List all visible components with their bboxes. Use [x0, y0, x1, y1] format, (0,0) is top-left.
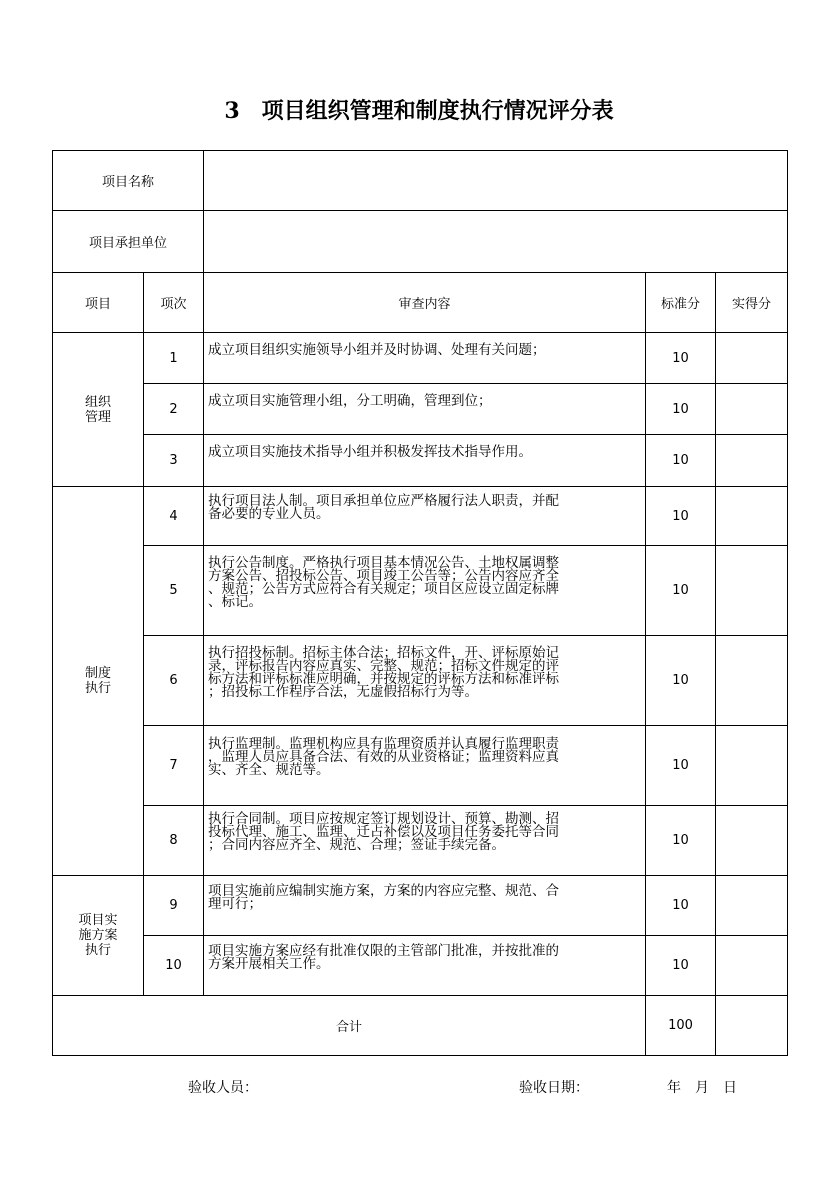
- actual-score-field[interactable]: [716, 636, 788, 726]
- table-row: [53, 546, 788, 636]
- review-content-text: 执行监理制。监理机构应具有监理资质并认真履行监理职责 ，监理人员应具备合法、有效的从业资格证；监理资料应真 实、齐全、规范等。: [208, 736, 560, 778]
- total-score: 100: [646, 996, 716, 1056]
- standard-score: 10: [646, 333, 716, 384]
- actual-score-field[interactable]: [716, 333, 788, 384]
- review-content: [204, 936, 646, 996]
- actual-score-field[interactable]: [716, 384, 788, 435]
- header-content: 审查内容: [204, 273, 646, 333]
- table-row: [53, 936, 788, 996]
- review-content-text: 项目实施前应编制实施方案，方案的内容应完整、规范、合 理可行；: [208, 882, 560, 912]
- review-content: [204, 546, 646, 636]
- table-row: [53, 726, 788, 806]
- row-number: 7: [144, 726, 204, 806]
- actual-score-field[interactable]: [716, 936, 788, 996]
- standard-score: 10: [646, 384, 716, 435]
- row-number: 10: [144, 936, 204, 996]
- project-name-field[interactable]: [204, 151, 788, 211]
- table-row: [53, 435, 788, 487]
- unit-field[interactable]: [204, 211, 788, 273]
- header-actual: 实得分: [716, 273, 788, 333]
- actual-score-field[interactable]: [716, 806, 788, 876]
- review-content-text: 执行招投标制。招标主体合法；招标文件，开、评标原始记 录，评标报告内容应真实、完整、规范；招标文件规定的评 标方法和评标标准应明确，并按规定的评标方法和标准评标 ；招投标工作程序合法，无虚假招标行为等。: [208, 644, 560, 700]
- page-title: 3 项目组织管理和制度执行情况评分表: [224, 98, 614, 124]
- score-table: [52, 150, 788, 1056]
- total-label: 合计: [53, 996, 646, 1056]
- group-name: 组织 管理: [53, 333, 144, 487]
- table-row: [53, 333, 788, 384]
- date-units: 年 月 日: [667, 1080, 737, 1096]
- standard-score: 10: [646, 936, 716, 996]
- header-item: 项目: [53, 273, 144, 333]
- actual-score-field[interactable]: [716, 876, 788, 936]
- review-content: [204, 636, 646, 726]
- review-content: [204, 384, 646, 435]
- project-name-label: 项目名称: [53, 151, 204, 211]
- row-number: 1: [144, 333, 204, 384]
- review-content-text: 项目实施方案应经有批准仅限的主管部门批准，并按批准的 方案开展相关工作。: [208, 942, 560, 972]
- standard-score: 10: [646, 806, 716, 876]
- row-number: 3: [144, 435, 204, 487]
- group-name: 制度 执行: [53, 487, 144, 876]
- review-content: [204, 806, 646, 876]
- standard-score: 10: [646, 487, 716, 546]
- actual-score-field[interactable]: [716, 726, 788, 806]
- table-row: [53, 487, 788, 546]
- total-actual-field[interactable]: [716, 996, 788, 1056]
- actual-score-field[interactable]: [716, 435, 788, 487]
- standard-score: 10: [646, 876, 716, 936]
- table-row: [53, 384, 788, 435]
- group-name: 项目实 施方案 执行: [53, 876, 144, 996]
- header-no: 项次: [144, 273, 204, 333]
- review-content: [204, 726, 646, 806]
- table-row: [53, 636, 788, 726]
- actual-score-field[interactable]: [716, 546, 788, 636]
- review-content-text: 成立项目组织实施领导小组并及时协调、处理有关问题；: [208, 341, 546, 358]
- review-content-text: 执行公告制度。严格执行项目基本情况公告、土地权属调整 方案公告、招投标公告、项目竣工公告等；公告内容应齐全 、规范；公告方式应符合有关规定；项目区应设立固定标牌 、标记。: [208, 554, 560, 610]
- standard-score: 10: [646, 726, 716, 806]
- standard-score: 10: [646, 546, 716, 636]
- row-number: 2: [144, 384, 204, 435]
- unit-label: 项目承担单位: [53, 211, 204, 273]
- row-number: 6: [144, 636, 204, 726]
- inspector-label: 验收人员：: [188, 1080, 258, 1096]
- review-content-text: 成立项目实施管理小组，分工明确，管理到位；: [208, 392, 492, 409]
- date-label: 验收日期：: [519, 1080, 589, 1096]
- standard-score: 10: [646, 636, 716, 726]
- table-row: [53, 876, 788, 936]
- review-content: [204, 876, 646, 936]
- review-content-text: 成立项目实施技术指导小组并积极发挥技术指导作用。: [208, 444, 533, 460]
- row-number: 9: [144, 876, 204, 936]
- table-row: [53, 806, 788, 876]
- review-content: [204, 487, 646, 546]
- total-row: [53, 996, 788, 1056]
- review-content-text: 执行项目法人制。项目承担单位应严格履行法人职责，并配 备必要的专业人员。: [208, 493, 560, 522]
- header-standard: 标准分: [646, 273, 716, 333]
- standard-score: 10: [646, 435, 716, 487]
- row-number: 8: [144, 806, 204, 876]
- review-content-text: 执行合同制。项目应按规定签订规划设计、预算、勘测、招 投标代理、施工、监理、迁占补偿以及项目任务委托等合同 ；合同内容应齐全、规范、合理；签证手续完备。: [208, 811, 560, 853]
- row-number: 4: [144, 487, 204, 546]
- review-content: [204, 435, 646, 487]
- review-content: [204, 333, 646, 384]
- row-number: 5: [144, 546, 204, 636]
- actual-score-field[interactable]: [716, 487, 788, 546]
